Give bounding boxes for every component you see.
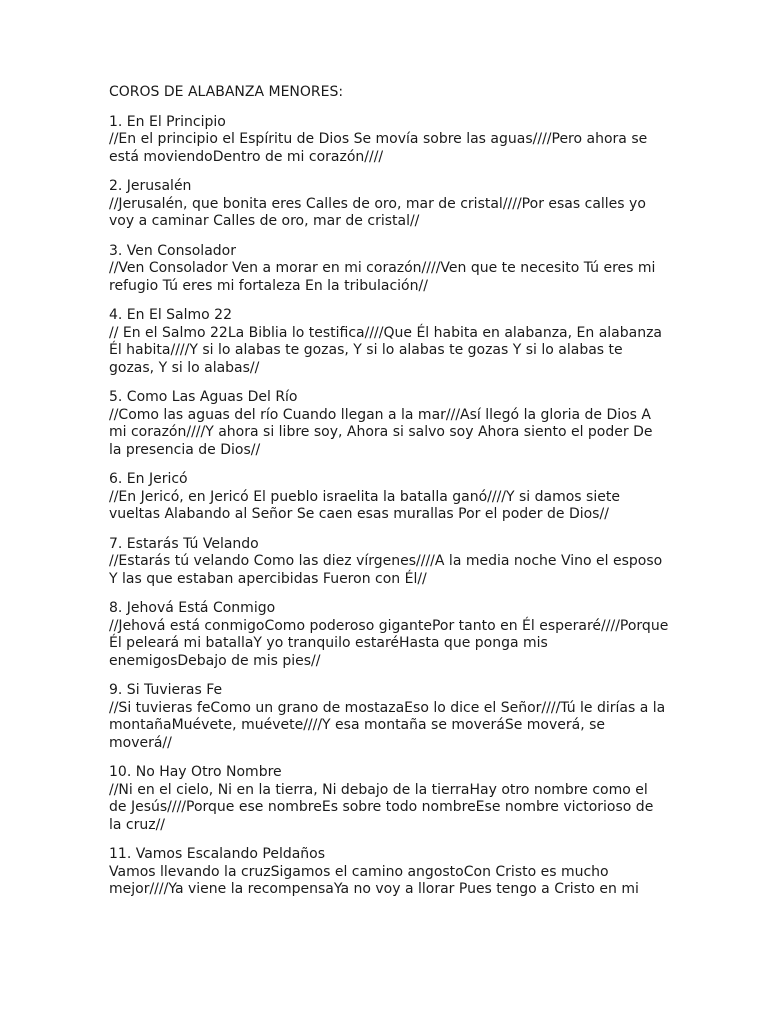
song-lyrics: //Ni en el cielo, Ni en la tierra, Ni debajo de la tierraHay otro nombre como el de Jesús////Porque ese nombreEs sobre todo nombreEse nombre victorioso de la cruz// (109, 781, 654, 833)
song-entry (109, 178, 669, 231)
song-entry (109, 307, 669, 377)
song-title: 5. Como Las Aguas Del Río (109, 389, 298, 405)
song-lyrics: //Como las aguas del río Cuando llegan a la mar///Así llegó la gloria de Dios A mi corazón////Y ahora si libre soy, Ahora si salvo soy Ahora siento el poder De la presencia de Dios// (109, 406, 653, 458)
song-lyrics: // En el Salmo 22La Biblia lo testifica////Que Él habita en alabanza, En alabanza Él habita////Y si lo alabas te gozas, Y si lo alabas te gozas Y si lo alabas te gozas, Y si lo alabas// (109, 324, 663, 376)
song-lyrics: //Jehová está conmigoComo poderoso gigantePor tanto en Él esperaré////Porque Él peleará mi batallaY yo tranquilo estaréHasta que ponga mis enemigosDebajo de mis pies// (109, 617, 669, 669)
song-entry (109, 846, 669, 899)
song-title: 1. En El Principio (109, 113, 226, 130)
song-lyrics: //Estarás tú velando Como las diez vírgenes////A la media noche Vino el esposo Y las que estaban apercibidas Fueron con Él// (109, 553, 663, 587)
song-title: 9. Si Tuvieras Fe (109, 682, 223, 698)
song-title: 11. Vamos Escalando Peldaños (109, 846, 326, 862)
document-title: COROS DE ALABANZA MENORES: (109, 84, 344, 100)
song-entry (109, 536, 669, 589)
document-page (109, 84, 669, 911)
song-title: 8. Jehová Está Conmigo (109, 600, 276, 616)
song-lyrics: //En Jericó, en Jericó El pueblo israelita la batalla ganó////Y si damos siete vueltas Alabando al Señor Se caen esas murallas Por el poder de Dios// (109, 488, 620, 522)
song-title: 2. Jerusalén (109, 178, 192, 194)
song-lyrics: Vamos llevando la cruzSigamos el camino angostoCon Cristo es mucho mejor////Ya viene la recompensaYa no voy a llorar Pues tengo a Cristo en mi (109, 863, 639, 897)
song-title: 3. Ven Consolador (109, 242, 236, 259)
song-entry (109, 243, 669, 296)
song-entry (109, 682, 669, 752)
song-lyrics: //Jerusalén, que bonita eres Calles de oro, mar de cristal////Por esas calles yo voy a caminar Calles de oro, mar de cristal// (109, 195, 646, 229)
song-title: 10. No Hay Otro Nombre (109, 764, 282, 780)
song-entry (109, 764, 669, 834)
song-entry (109, 471, 669, 524)
song-entry (109, 389, 669, 459)
song-lyrics: //En el principio el Espíritu de Dios Se movía sobre las aguas////Pero ahora se está moviendoDentro de mi corazón//// (109, 131, 648, 165)
song-title: 4. En El Salmo 22 (109, 307, 232, 323)
song-lyrics: //Si tuvieras feComo un grano de mostazaEso lo dice el Señor////Tú le dirías a la montañaMuévete, muévete////Y esa montaña se moveráSe moverá, se moverá// (109, 699, 666, 751)
song-lyrics: //Ven Consolador Ven a morar en mi corazón////Ven que te necesito Tú eres mi refugio Tú eres mi fortaleza En la tribulación// (109, 260, 656, 294)
song-title: 6. En Jericó (109, 471, 188, 487)
song-title: 7. Estarás Tú Velando (109, 535, 259, 552)
song-entry (109, 600, 669, 670)
song-entry (109, 114, 669, 167)
